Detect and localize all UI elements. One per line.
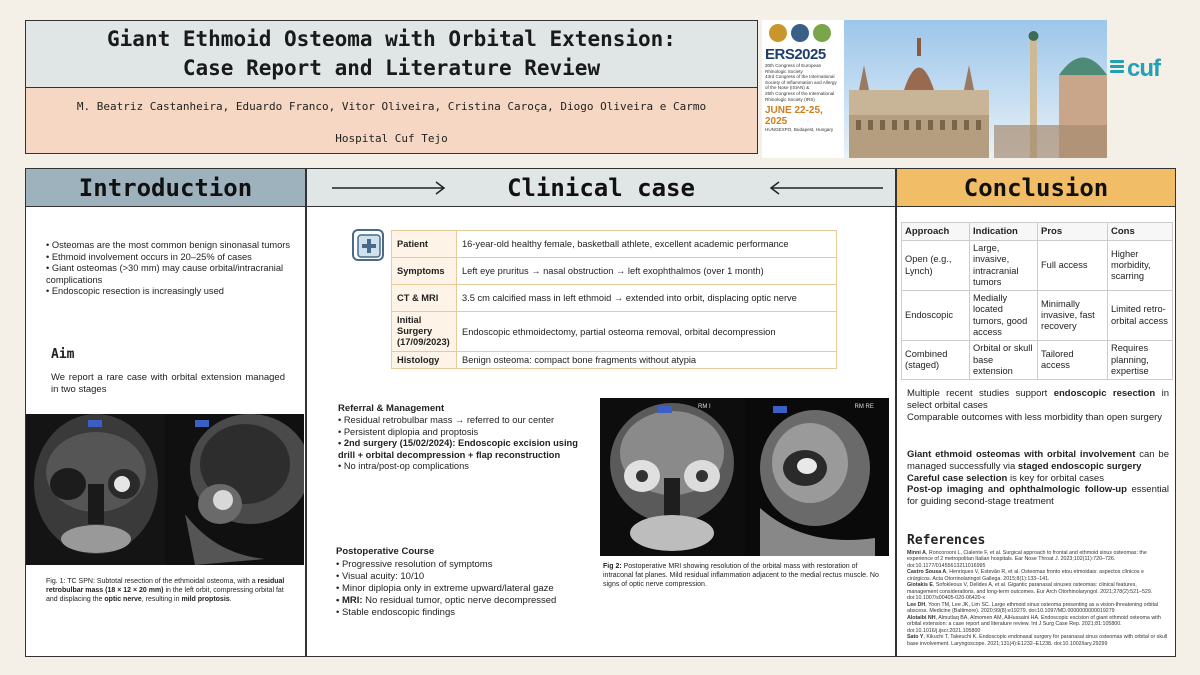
reference-item bbox=[907, 550, 1169, 569]
reference-text: , Henriques V, Estevão R, et al. Osteomas fronto etou etmoidais: aspectos clínicos e cirúrgicos. Acta Otorrinolaringol Gallega. 2015;8(1):133–141. bbox=[907, 569, 1144, 582]
row-value: Left eye pruritus → nasal obstruction → left exophthalmos (over 1 month) bbox=[457, 258, 837, 285]
fig2-text: Postoperative MRI showing resolution of the orbital mass with restoration of intraconal fat planes. Mild residual inflammation adjacent to the medial rectus muscle. No signs of optic nerve compression. bbox=[603, 563, 879, 588]
table-row bbox=[392, 352, 837, 369]
table-row bbox=[902, 291, 1173, 341]
table-header-row bbox=[902, 223, 1173, 241]
authors: M. Beatriz Castanheira, Eduardo Franco, Vitor Oliveira, Cristina Caroça, Diogo Oliveira e Carmo bbox=[76, 100, 707, 113]
row-key: Symptoms bbox=[392, 258, 457, 285]
cuf-logo bbox=[1110, 55, 1160, 83]
table-cell: Open (e.g., Lynch) bbox=[902, 241, 970, 291]
row-value: Endoscopic ethmoidectomy, partial osteoma removal, orbital decompression bbox=[457, 312, 837, 352]
reference-text: , Roncorooni L, Cialente F, et al. Surgical approach to frontal and ethmoid sinus osteomas: the experience of 2 metropolitan Italian hospitals. Ear Nose Throat J. 2023;102(11):720–726. doi:10.1177/01455613211016995 bbox=[907, 550, 1147, 569]
budapest-photo bbox=[844, 20, 1107, 158]
reference-item bbox=[907, 582, 1169, 601]
conclusion-line bbox=[907, 388, 1169, 412]
arrow-left-icon bbox=[768, 181, 883, 195]
post-item: • Visual acuity: 10/10 bbox=[336, 571, 425, 582]
reference-item bbox=[907, 602, 1169, 615]
poster-title-line1: Giant Ethmoid Osteoma with Orbital Extension: bbox=[107, 27, 676, 51]
ct-coronal-image bbox=[26, 414, 165, 565]
figure-1-caption bbox=[46, 577, 291, 604]
table-cell: Full access bbox=[1038, 241, 1108, 291]
ers-line1: 30th Congress of European Rhinologic Society bbox=[765, 63, 822, 74]
introduction-heading: Introduction bbox=[26, 169, 305, 207]
post-item: • Minor diplopia only in extreme upward/lateral gaze bbox=[336, 583, 554, 594]
introduction-section bbox=[25, 168, 306, 657]
mri-label: • MRI: bbox=[336, 595, 363, 606]
intro-bullet: • Osteomas are the most common benign sinonasal tumors bbox=[46, 240, 291, 250]
society-logos bbox=[769, 24, 841, 42]
references-heading: References bbox=[907, 533, 986, 548]
arrow-right-icon bbox=[332, 181, 447, 195]
fig1-bold: residual retrobulbar mass (18 × 12 × 20 mm) bbox=[46, 578, 285, 594]
conclusion-text: Multiple recent studies support bbox=[907, 388, 1054, 399]
intro-bullet: • Endoscopic resection is increasingly used bbox=[46, 286, 224, 297]
ers-congress-banner bbox=[762, 20, 1107, 158]
mri-label-left: RM I bbox=[698, 404, 711, 410]
conclusion-line bbox=[907, 449, 1169, 473]
intro-bullet: • Giant osteomas (>30 mm) may cause orbital/intracranial complications bbox=[46, 263, 284, 285]
fig1-bold: mild proptosis bbox=[181, 596, 230, 603]
conclusion-line bbox=[907, 484, 1169, 508]
conclusion-bold: Giant ethmoid osteomas with orbital involvement bbox=[907, 449, 1136, 460]
conclusion-section bbox=[896, 168, 1176, 657]
mri-result: No residual tumor, optic nerve decompressed bbox=[362, 595, 557, 606]
title-box bbox=[25, 20, 758, 88]
ers-city: HUNGEXPO, Budapest, Hungary bbox=[765, 127, 834, 133]
reference-author: Castro Sousa A bbox=[907, 569, 947, 576]
ers-line2: 43rd Congress of the International Society of Inflammation and Allergy of the Nose (ISIAN) & bbox=[765, 74, 837, 91]
approach-comparison-table bbox=[901, 222, 1173, 380]
intro-bullets bbox=[46, 240, 296, 298]
conclusion-paragraph-1 bbox=[907, 388, 1169, 423]
conclusion-heading: Conclusion bbox=[897, 169, 1175, 207]
case-summary-table bbox=[391, 230, 837, 369]
row-key: Patient bbox=[392, 231, 457, 258]
table-cell: Medially located tumors, good access bbox=[970, 291, 1038, 341]
reference-author: Minni A bbox=[907, 550, 926, 556]
mri-images bbox=[600, 398, 889, 556]
table-header: Indication bbox=[970, 223, 1038, 241]
referral-item-surgery: • 2nd surgery (15/02/2024): Endoscopic excision using drill + orbital decompression + flap reconstruction bbox=[338, 438, 578, 460]
conclusion-text: is key for orbital cases bbox=[1007, 472, 1104, 484]
fig2-label: Fig 2: bbox=[603, 563, 622, 570]
fig1-text: , resulting in bbox=[141, 596, 182, 603]
mri-label-right: RM RE bbox=[854, 404, 874, 410]
referral-heading: Referral & Management bbox=[338, 403, 445, 414]
table-cell: Orbital or skull base extension bbox=[970, 341, 1038, 380]
fig1-text: Fig. 1: TC SPN: Subtotal resection of the ethmoidal osteoma, with a bbox=[46, 578, 258, 585]
table-row bbox=[902, 241, 1173, 291]
poster-title-line2: Case Report and Literature Review bbox=[182, 56, 601, 80]
ct-scan-images bbox=[26, 414, 304, 565]
postoperative-heading: Postoperative Course bbox=[336, 546, 435, 557]
post-item: • Stable endoscopic findings bbox=[336, 607, 455, 618]
reference-author: Sato Y bbox=[907, 634, 924, 641]
cuf-stripes-icon bbox=[1110, 60, 1124, 78]
conclusion-line bbox=[907, 473, 1169, 485]
table-cell: Higher morbidity, scarring bbox=[1108, 241, 1173, 291]
isian-seal-icon bbox=[791, 24, 809, 42]
aim-text: We report a rare case with orbital extension managed in two stages bbox=[51, 372, 285, 395]
table-header: Cons bbox=[1108, 223, 1173, 241]
reference-item bbox=[907, 615, 1169, 634]
ers-dates: JUNE 22-25, 2025 bbox=[765, 105, 823, 128]
intro-bullet: • Ethmoid involvement occurs in 20–25% of cases bbox=[46, 251, 252, 262]
conclusion-bold: endoscopic resection bbox=[1053, 388, 1156, 399]
fig1-text: in the left orbit, compressing orbital fat and displacing the bbox=[46, 587, 284, 603]
conclusion-text: can be managed successfully via bbox=[907, 449, 1169, 472]
conclusion-line: Comparable outcomes with less morbidity than open surgery bbox=[907, 411, 1163, 423]
cuf-logo-text: cuf bbox=[1127, 55, 1160, 82]
postoperative-list bbox=[336, 559, 586, 619]
row-value: Benign osteoma: compact bone fragments without atypia bbox=[457, 352, 837, 369]
referral-item: • No intra/post-op complications bbox=[338, 461, 469, 472]
row-key: Histology bbox=[392, 352, 457, 369]
row-key: Initial Surgery (17/09/2023) bbox=[392, 312, 457, 352]
reference-text: , Sofokleous V, Delides A, et al. Gigantic paranasal sinuses osteomas: clinical features, management considerations, and long-term outcomes. Eur Arch Otorhinolaryngol. 2021;278(2):521–529. doi:10.1007/s00405-020-06420-x bbox=[907, 582, 1153, 602]
table-row bbox=[902, 341, 1173, 380]
table-cell: Tailored access bbox=[1038, 341, 1108, 380]
authors-box bbox=[25, 88, 758, 154]
reference-author: Lee DH bbox=[907, 601, 926, 608]
conclusion-bold: staged endoscopic surgery bbox=[1017, 460, 1142, 472]
table-header: Approach bbox=[902, 223, 970, 241]
conclusion-text: essential for guiding second-stage treatment bbox=[907, 484, 1169, 508]
table-row bbox=[392, 258, 837, 285]
table-row bbox=[392, 312, 837, 352]
reference-text: , Kikuchi T, Takeuchi K. Endoscopic endonasal surgery for paranasal sinus osteomas with orbital or skull base involvement. Laryngoscope. 2021;131(4):E1232–E1238. doi:10.1002/lary.29299 bbox=[907, 634, 1168, 647]
reference-author: Alotaibi NH bbox=[907, 614, 936, 621]
irs-seal-icon bbox=[813, 24, 831, 42]
clinical-case-heading-bar bbox=[307, 169, 895, 207]
ct-sagittal-image bbox=[165, 414, 304, 565]
post-item: • Progressive resolution of symptoms bbox=[336, 559, 493, 570]
post-item-mri bbox=[336, 595, 586, 607]
table-cell: Endoscopic bbox=[902, 291, 970, 341]
reference-item bbox=[907, 634, 1169, 647]
medical-folder-icon bbox=[351, 227, 387, 263]
conclusion-bold: Post-op imaging and ophthalmologic follow-up bbox=[907, 484, 1127, 496]
table-cell: Large, invasive, intracranial tumors bbox=[970, 241, 1038, 291]
ers-name: ERS2025 bbox=[765, 46, 826, 63]
ers-banner-text bbox=[762, 20, 844, 158]
references-list bbox=[907, 550, 1169, 647]
referral-item: • Persistent diplopia and proptosis bbox=[338, 426, 479, 437]
table-cell: Requires planning, expertise bbox=[1108, 341, 1173, 380]
reference-item bbox=[907, 569, 1169, 582]
fig1-bold: optic nerve bbox=[104, 596, 142, 603]
figure-2-caption bbox=[603, 562, 887, 589]
referral-list bbox=[338, 415, 588, 473]
conclusion-paragraph-2 bbox=[907, 449, 1169, 508]
conclusion-bold: Careful case selection bbox=[907, 472, 1008, 484]
referral-item: • Residual retrobulbar mass → referred to our center bbox=[338, 415, 555, 425]
mri-sagittal-image bbox=[745, 398, 890, 556]
aim-heading: Aim bbox=[51, 347, 75, 362]
ers-seal-icon bbox=[769, 24, 787, 42]
row-value: 16-year-old healthy female, basketball athlete, excellent academic performance bbox=[457, 231, 837, 258]
institution: Hospital Cuf Tejo bbox=[335, 132, 448, 145]
table-row bbox=[392, 285, 837, 312]
clinical-case-heading: Clinical case bbox=[507, 173, 695, 202]
row-value: 3.5 cm calcified mass in left ethmoid → extended into orbit, displacing optic nerve bbox=[457, 285, 837, 312]
clinical-case-section bbox=[306, 168, 896, 657]
ers-line3: 25th Congress of the International Rhinologic Society (IRS) bbox=[765, 90, 835, 102]
row-key: CT & MRI bbox=[392, 285, 457, 312]
reference-text: , Yoon TM, Lee JK, Lim SC. Large ethmoid sinus osteoma presenting as a vision-threatening orbital abscess. Medicine (Baltimore). 2020;99(8):e19279. doi:10.1097/MD.0000000000019279 bbox=[907, 601, 1159, 615]
table-header: Pros bbox=[1038, 223, 1108, 241]
mri-coronal-image bbox=[600, 398, 745, 556]
reference-author: Giotakis E bbox=[907, 582, 933, 589]
reference-text: , Almutlaq BA, Almomen AM, AlHussaini HA. Endoscopic excision of giant ethmoid osteoma with orbital extension: a case report and literature review. Int J Surg Case Rep. 2021;81:105800. doi:10.1016/j.ijscr.2021.105800 bbox=[907, 614, 1161, 634]
table-cell: Limited retro-orbital access bbox=[1108, 291, 1173, 341]
conclusion-text: in select orbital cases bbox=[907, 388, 1169, 411]
fig1-text: . bbox=[229, 596, 232, 603]
table-row bbox=[392, 231, 837, 258]
table-cell: Combined (staged) bbox=[902, 341, 970, 380]
table-cell: Minimally invasive, fast recovery bbox=[1038, 291, 1108, 341]
